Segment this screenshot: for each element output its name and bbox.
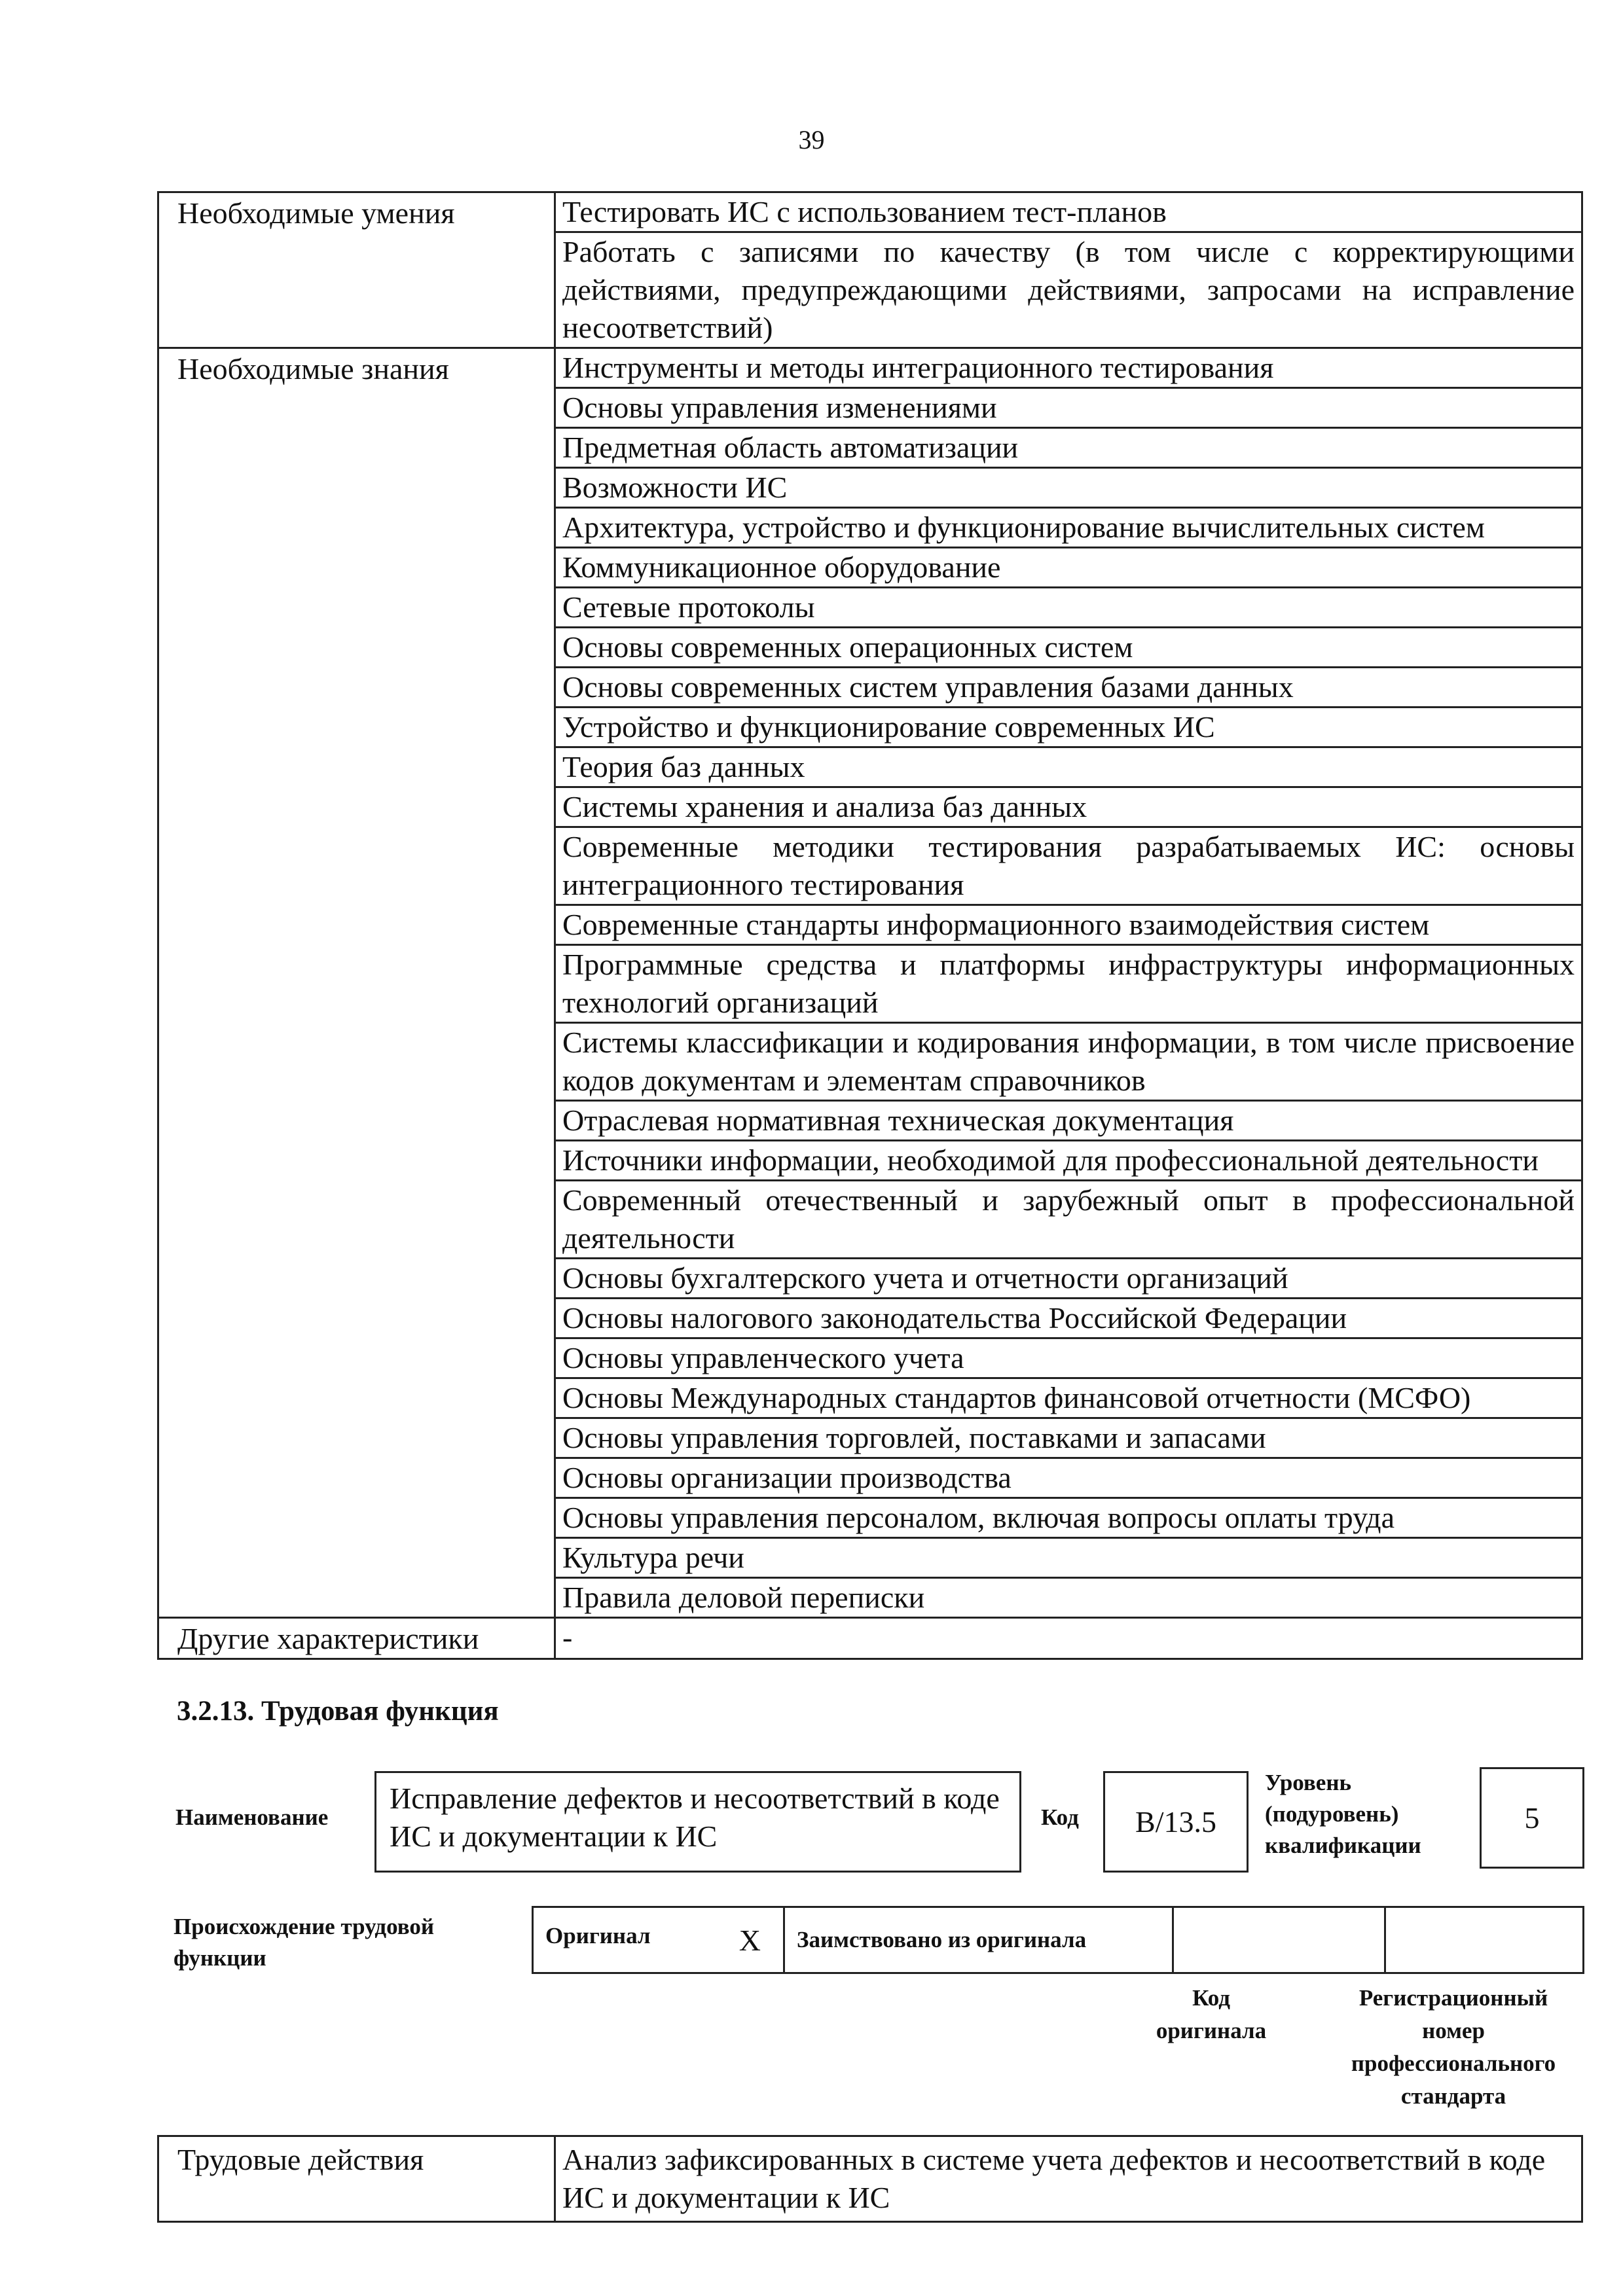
section-title: 3.2.13. Трудовая функция [177, 1696, 499, 1727]
origin-label: Происхождение трудовой функции [173, 1914, 435, 1971]
original-label: Оригинал [545, 1922, 651, 1948]
table-cell: Программные средства и платформы инфраструктуры информационных технологий организаций [555, 945, 1582, 1023]
registration-caption: Регистрационный номер профессионального стандарта [1351, 1985, 1556, 2109]
code-caption: Код оригинала [1156, 1985, 1267, 2043]
table-cell: Культура речи [555, 1538, 1582, 1578]
table-cell: Современный отечественный и зарубежный опыт в профессиональной деятельности [555, 1181, 1582, 1259]
table-row [158, 192, 1582, 232]
actions-item: Анализ зафиксированных в системе учета дефектов и несоответствий в коде ИС и документации к ИС [555, 2136, 1582, 2222]
table-cell: Основы современных систем управления базами данных [555, 668, 1582, 708]
table-cell: Системы классификации и кодирования информации, в том числе присвоение кодов документам и элементам справочников [555, 1023, 1582, 1101]
page-number: 39 [798, 125, 825, 154]
table-cell: Работать с записями по качеству (в том числе с корректирующими действиями, предупреждающими действиями, запросами на исправление несоответствий) [555, 232, 1582, 348]
origin-table [532, 1906, 1584, 1974]
table-cell: Основы управления торговлей, поставками и запасами [555, 1418, 1582, 1458]
table-row [158, 348, 1582, 388]
level-label: Уровень (подуровень) квалификации [1265, 1770, 1421, 1858]
code-label: Код [1041, 1804, 1079, 1830]
table-cell: Устройство и функционирование современных ИС [555, 708, 1582, 747]
table-cell: Основы управления персоналом, включая вопросы оплаты труда [555, 1498, 1582, 1538]
table-cell: Основы Международных стандартов финансовой отчетности (МСФО) [555, 1378, 1582, 1418]
original-code-cell [1173, 1907, 1385, 1973]
table-cell: Теория баз данных [555, 747, 1582, 787]
original-cell [533, 1907, 784, 1973]
table-cell: Коммуникационное оборудование [555, 548, 1582, 588]
table-cell: Отраслевая нормативная техническая документация [555, 1101, 1582, 1141]
row-label: Другие характеристики [158, 1618, 555, 1659]
row-label: Необходимые знания [158, 348, 555, 1618]
table-cell: Архитектура, устройство и функционирование вычислительных систем [555, 508, 1582, 548]
function-code-box: B/13.5 [1103, 1771, 1249, 1873]
table-cell: Основы организации производства [555, 1458, 1582, 1498]
table-cell: Основы управления изменениями [555, 388, 1582, 428]
table-cell: - [555, 1618, 1582, 1659]
table-cell: Основы налогового законодательства Российской Федерации [555, 1299, 1582, 1338]
table-cell: Основы бухгалтерского учета и отчетности организаций [555, 1259, 1582, 1299]
table-cell: Источники информации, необходимой для профессиональной деятельности [555, 1141, 1582, 1181]
table-cell: Системы хранения и анализа баз данных [555, 787, 1582, 827]
original-mark: X [739, 1923, 761, 1957]
row-label: Необходимые умения [158, 192, 555, 348]
name-label: Наименование [175, 1804, 329, 1830]
table-cell: Основы современных операционных систем [555, 628, 1582, 668]
table-cell: Основы управленческого учета [555, 1338, 1582, 1378]
table-cell: Сетевые протоколы [555, 588, 1582, 628]
registration-number-cell [1385, 1907, 1584, 1973]
level-value-box: 5 [1480, 1767, 1584, 1869]
table-cell: Предметная область автоматизации [555, 428, 1582, 468]
table-row [158, 1618, 1582, 1659]
function-name-box: Исправление дефектов и несоответствий в коде ИС и документации к ИС [374, 1771, 1021, 1873]
borrowed-label: Заимствовано из оригинала [784, 1907, 1173, 1973]
actions-label: Трудовые действия [158, 2136, 555, 2222]
table-cell: Тестировать ИС с использованием тест-планов [555, 192, 1582, 232]
skills-knowledge-table [157, 191, 1583, 1660]
table-cell: Инструменты и методы интеграционного тестирования [555, 348, 1582, 388]
table-cell: Возможности ИС [555, 468, 1582, 508]
table-cell: Современные методики тестирования разрабатываемых ИС: основы интеграционного тестирования [555, 827, 1582, 905]
labor-actions-table [157, 2135, 1583, 2223]
table-cell: Современные стандарты информационного взаимодействия систем [555, 905, 1582, 945]
table-cell: Правила деловой переписки [555, 1578, 1582, 1618]
